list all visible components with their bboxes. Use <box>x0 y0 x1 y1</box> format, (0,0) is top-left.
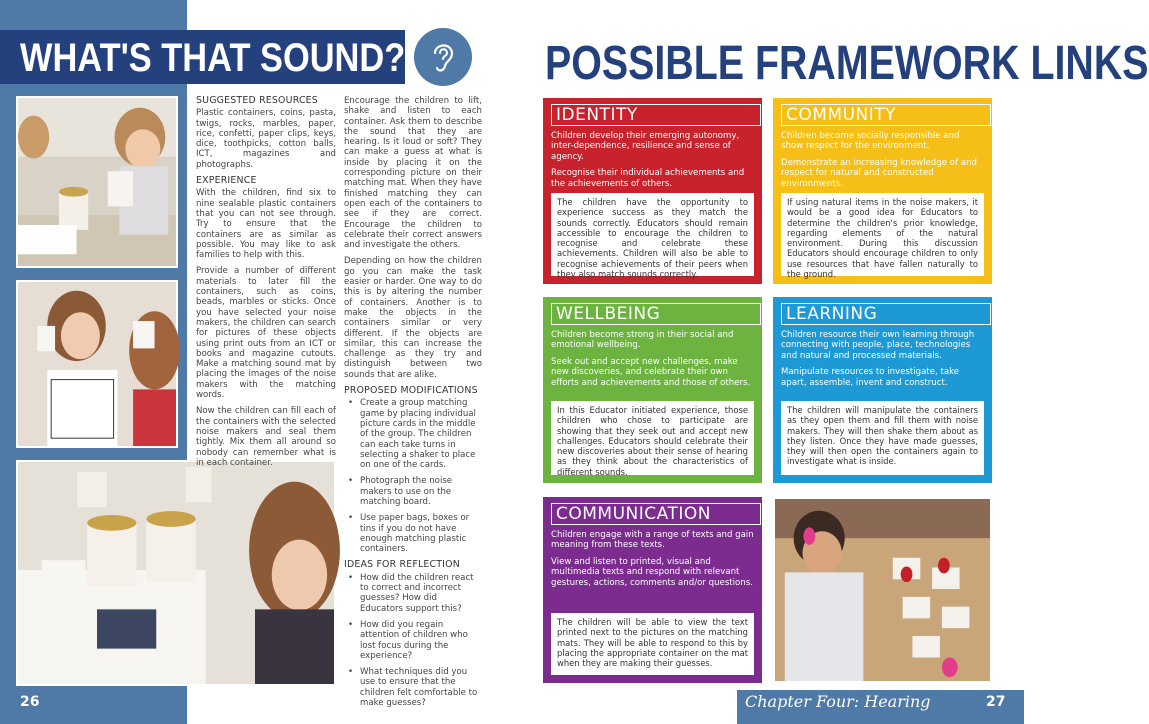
experience-paragraph: With the children, find six to nine sealable plastic containers that you can not see through. Try to ensure that the containers are as similar as possible. You may like to ask families to help with this. <box>196 188 336 261</box>
card-heading: COMMUNITY <box>781 104 991 126</box>
list-item: • What techniques did you use to ensure that the children felt comfortable to make guesses? <box>344 667 482 708</box>
page-number-right: 27 <box>986 694 1006 710</box>
card-description: Children engage with a range of texts and gain meaning from these texts. <box>551 530 754 551</box>
page-title-right: POSSIBLE FRAMEWORK LINKS <box>545 37 1149 90</box>
card-heading: LEARNING <box>781 303 991 325</box>
reflection-list <box>344 573 482 709</box>
list-item: • How did the children react to correct and incorrect guesses? How did Educators support this? <box>344 573 482 614</box>
list-item: • Use paper bags, boxes or tins if you do not have enough matching plastic containers. <box>344 513 482 554</box>
list-item: • Create a group matching game by placing individual picture cards in the middle of the group. The children can each take turns in selecting a shaker to place on one of the cards. <box>344 398 482 470</box>
resources-heading: SUGGESTED RESOURCES <box>196 95 318 106</box>
card-heading: WELLBEING <box>551 303 761 325</box>
card-example-box: In this Educator initiated experience, those children who chose to participate are showing that they seek out and accept new challenges. Educators should celebrate their new discoveries about their sense of hearing as they think about the characteristics of different sounds. <box>551 401 754 475</box>
experience-heading: EXPERIENCE <box>196 175 257 187</box>
photo-containers-on-mat <box>16 460 336 686</box>
experience-paragraph: Provide a number of different materials to later fill the containers, such as coins, beads, marbles or sticks. Once you have selected your noise makers, the children can search for pictures of these objects using print outs from an ICT or books and magazine cutouts. Make a matching sound mat by placing the images of the noise makers with the matching words. <box>196 266 336 401</box>
card-communication <box>543 497 762 683</box>
instruction-paragraph: Depending on how the children go you can make the task easier or harder. One way to do this is by altering the number of containers. Another is to make the objects in the containers similar or very different. If the objects are similar, this can increase the challenge as they try and distinguish between two sounds that are alike. <box>344 256 482 380</box>
card-example-box: The children will manipulate the containers as they open them and fill them with noise makers. They will then shake them about as they listen. Once they have made guesses, they will then open the containers again to investigate what is inside. <box>781 401 984 475</box>
modifications-list <box>344 398 482 554</box>
column-2 <box>344 96 482 714</box>
list-item: • Photograph the noise makers to use on the matching board. <box>344 476 482 507</box>
list-item: • How did you regain attention of children who lost focus during the experience? <box>344 620 482 661</box>
card-description: Recognise their individual achievements and the achievements of others. <box>551 168 745 189</box>
card-description: Seek out and accept new challenges, make new discoveries, and celebrate their own efforts and achievements and those of others. <box>551 356 751 388</box>
photo-girl-shaking-cup <box>16 96 178 268</box>
card-heading: IDENTITY <box>551 104 761 126</box>
card-example-box: The children have the opportunity to experience success as they match the sounds correctly. Educators should remain accessible to encourage the children to recognise and celebrate these achievements. Children will also be able to recognise achievements of their peers when they also match sounds correctly. <box>551 193 754 276</box>
card-description: View and listen to printed, visual and multimedia texts and respond with relevant gestures, actions, comments and/or questions. <box>551 556 753 588</box>
page-title-left: WHAT'S THAT SOUND? <box>20 36 406 80</box>
card-identity <box>543 98 762 284</box>
photo-child-with-egg-shaker <box>773 497 992 683</box>
resources-text: Plastic containers, coins, pasta, twigs, rocks, marbles, paper, rice, confetti, paper clips, keys, dice, toothpicks, cotton balls, ICT, magazines and photographs. <box>196 108 336 170</box>
card-learning <box>773 297 992 483</box>
card-description: Children become strong in their social and emotional wellbeing. <box>551 330 734 351</box>
column-1 <box>196 96 336 474</box>
card-wellbeing <box>543 297 762 483</box>
page-number-left: 26 <box>20 694 40 710</box>
card-description: Manipulate resources to investigate, take apart, assemble, invent and construct. <box>781 367 960 388</box>
photo-girls-listening <box>16 280 178 448</box>
experience-paragraph: Now the children can fill each of the containers with the selected noise makers and seal them tightly. Mix them all around so nobody can remember what is in each container. <box>196 406 336 468</box>
reflection-heading: IDEAS FOR REFLECTION <box>344 559 460 571</box>
card-heading: COMMUNICATION <box>551 503 761 525</box>
ear-icon <box>414 28 472 86</box>
card-description: Children develop their emerging autonomy, inter-dependence, resilience and sense of agency. <box>551 131 740 162</box>
card-description: Children become socially responsible and show respect for the environment. <box>781 131 960 152</box>
chapter-title: Chapter Four: Hearing <box>745 692 931 711</box>
card-example-box: The children will be able to view the text printed next to the pictures on the matching mats. They will be able to respond to this by placing the appropriate container on the mat when they are making their guesses. <box>551 613 754 675</box>
card-example-box: If using natural items in the noise makers, it would be a good idea for Educators to determine the children's prior knowledge, regarding elements of the natural environment. During this discussion Educators should encourage children to only use resources that have fallen naturally to the ground. <box>781 193 984 276</box>
card-description: Demonstrate an increasing knowledge of and respect for natural and constructed environments. <box>781 157 977 189</box>
modifications-heading: PROPOSED MODIFICATIONS <box>344 385 478 397</box>
card-description: Children resource their own learning through connecting with people, place, technologies and natural and processed materials. <box>781 330 975 361</box>
card-community <box>773 98 992 284</box>
instruction-paragraph: Encourage the children to lift, shake and listen to each container. Ask them to describe the sound that they are hearing. Is it loud or soft? They can make a guess at what is inside by placing it on the corresponding picture on their matching mat. When they have finished matching they can open each of the containers to see if they are correct. Encourage the children to celebrate their correct answers and investigate the others. <box>344 96 482 251</box>
